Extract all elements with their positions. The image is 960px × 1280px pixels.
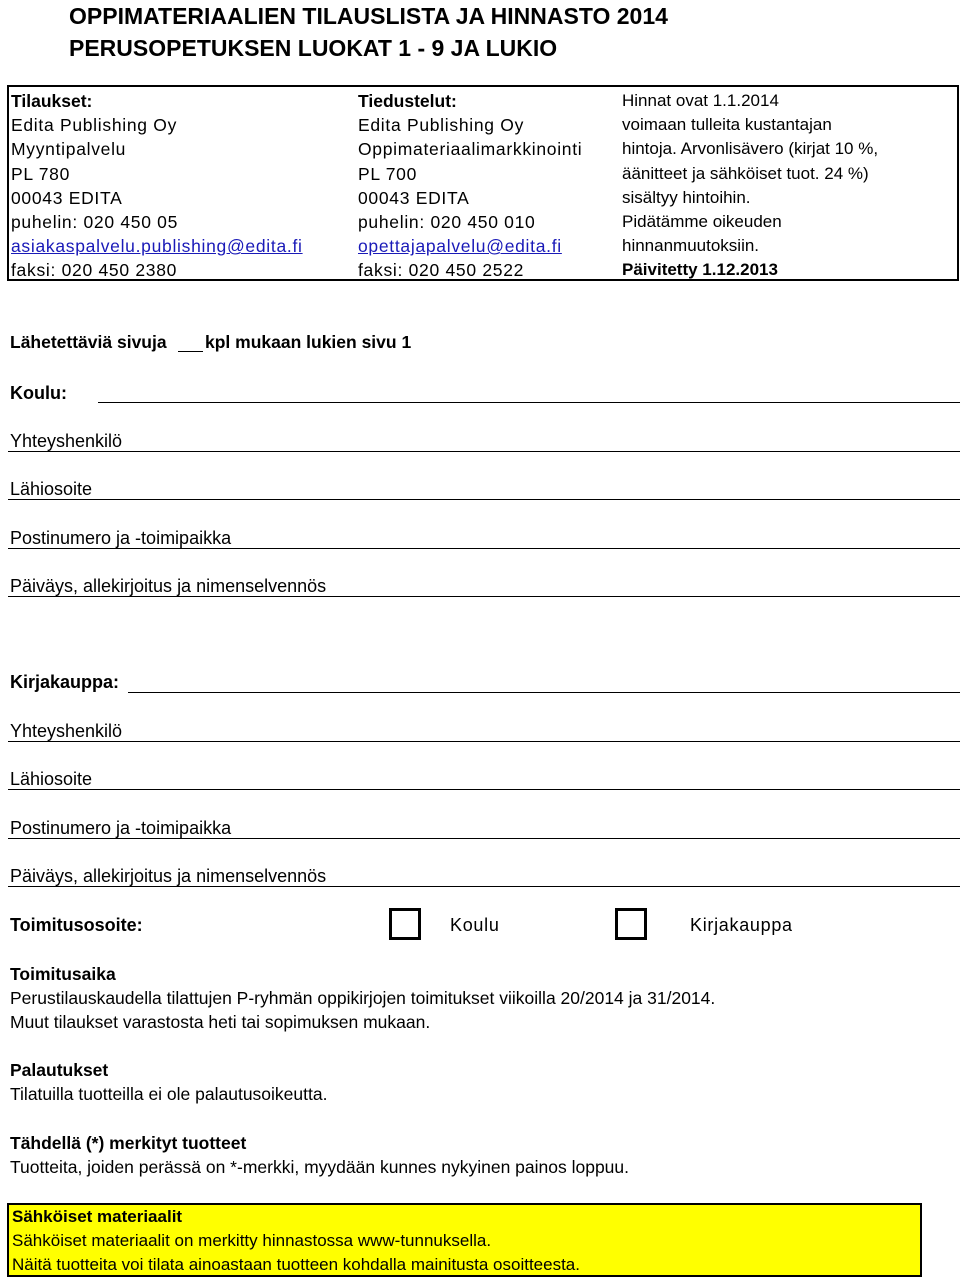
bookstore-address-line[interactable] — [8, 789, 960, 790]
page-subtitle: PERUSOPETUKSEN LUOKAT 1 - 9 JA LUKIO — [69, 35, 558, 61]
bookstore-address-label: Lähiosoite — [10, 769, 93, 789]
school-option-label: Koulu — [450, 915, 500, 935]
inquiries-email-link[interactable]: opettajapalvelu@edita.fi — [358, 236, 562, 257]
contact-info-box — [7, 85, 959, 281]
prices-line-3: hintoja. Arvonlisävero (kirjat 10 %, — [622, 139, 879, 159]
orders-dept: Myyntipalvelu — [11, 139, 127, 160]
school-signature-line[interactable] — [8, 596, 960, 597]
school-name-line[interactable] — [98, 402, 960, 403]
orders-heading: Tilaukset: — [11, 91, 93, 111]
bookstore-option-label: Kirjakauppa — [690, 915, 793, 935]
orders-pobox: PL 780 — [11, 163, 71, 184]
school-postal-label: Postinumero ja -toimipaikka — [10, 528, 232, 548]
delivery-time-heading: Toimitusaika — [10, 964, 116, 984]
pages-label-2: kpl mukaan lukien sivu 1 — [205, 332, 412, 352]
prices-line-1: Hinnat ovat 1.1.2014 — [622, 91, 779, 110]
inquiries-column — [358, 89, 582, 283]
electronic-materials-box — [7, 1203, 922, 1277]
prices-line-7: hinnanmuutoksiin. — [622, 236, 760, 256]
orders-company: Edita Publishing Oy — [11, 115, 178, 136]
bookstore-contact-label: Yhteyshenkilö — [10, 721, 123, 741]
orders-phone: puhelin: 020 450 05 — [11, 211, 179, 232]
orders-column — [11, 89, 303, 283]
electronic-line-1: Sähköiset materiaalit on merkitty hinnastossa www-tunnuksella. — [12, 1231, 492, 1250]
school-signature-label: Päiväys, allekirjoitus ja nimenselvennös — [10, 576, 327, 596]
school-address-line[interactable] — [8, 499, 960, 500]
orders-email-link[interactable]: asiakaspalvelu.publishing@edita.fi — [11, 236, 303, 257]
bookstore-heading: Kirjakauppa: — [10, 672, 120, 692]
starred-line-1: Tuotteita, joiden perässä on *-merkki, myydään kunnes nykyinen painos loppuu. — [10, 1157, 630, 1177]
starred-heading: Tähdellä (*) merkityt tuotteet — [10, 1133, 247, 1153]
inquiries-fax: faksi: 020 450 2522 — [358, 260, 525, 281]
electronic-line-2: Näitä tuotteita voi tilata ainoastaan tuotteen kohdalla mainitusta osoitteesta. — [12, 1255, 580, 1274]
prices-line-4: äänitteet ja sähköiset tuot. 24 %) — [622, 163, 869, 183]
school-postal-line[interactable] — [8, 548, 960, 549]
inquiries-pobox: PL 700 — [358, 163, 418, 184]
school-address-label: Lähiosoite — [10, 479, 93, 499]
inquiries-dept: Oppimateriaalimarkkinointi — [358, 139, 583, 160]
bookstore-signature-line[interactable] — [8, 886, 960, 887]
pages-label: Lähetettäviä sivuja — [10, 332, 167, 352]
school-contact-label: Yhteyshenkilö — [10, 431, 123, 451]
prices-line-5: sisältyy hintoihin. — [622, 187, 751, 207]
bookstore-postal-label: Postinumero ja -toimipaikka — [10, 818, 232, 838]
school-contact-line[interactable] — [8, 451, 960, 452]
inquiries-company: Edita Publishing Oy — [358, 115, 525, 136]
prices-column — [622, 89, 878, 283]
school-checkbox[interactable] — [389, 908, 421, 940]
returns-heading: Palautukset — [10, 1060, 109, 1080]
prices-line-2: voimaan tulleita kustantajan — [622, 115, 832, 135]
electronic-heading: Sähköiset materiaalit — [12, 1207, 183, 1226]
orders-postcode: 00043 EDITA — [11, 187, 123, 208]
pages-count-line[interactable] — [178, 351, 203, 352]
delivery-time-line-1: Perustilauskaudella tilattujen P-ryhmän oppikirjojen toimitukset viikoilla 20/2014 ja 31/2014. — [10, 988, 716, 1008]
prices-line-6: Pidätämme oikeuden — [622, 211, 782, 231]
inquiries-postcode: 00043 EDITA — [358, 187, 470, 208]
delivery-address-label: Toimitusosoite: — [10, 915, 143, 935]
orders-fax: faksi: 020 450 2380 — [11, 260, 178, 281]
bookstore-checkbox[interactable] — [615, 908, 647, 940]
returns-line-1: Tilatuilla tuotteilla ei ole palautusoikeutta. — [10, 1084, 328, 1104]
school-heading: Koulu: — [10, 383, 67, 403]
bookstore-postal-line[interactable] — [8, 838, 960, 839]
page-title: OPPIMATERIAALIEN TILAUSLISTA JA HINNASTO 2014 — [69, 3, 668, 29]
bookstore-signature-label: Päiväys, allekirjoitus ja nimenselvennös — [10, 866, 327, 886]
delivery-time-line-2: Muut tilaukset varastosta heti tai sopimuksen mukaan. — [10, 1012, 431, 1032]
inquiries-phone: puhelin: 020 450 010 — [358, 211, 536, 232]
prices-updated: Päivitetty 1.12.2013 — [622, 260, 778, 280]
bookstore-contact-line[interactable] — [8, 741, 960, 742]
bookstore-name-line[interactable] — [128, 692, 960, 693]
inquiries-heading: Tiedustelut: — [358, 91, 457, 111]
